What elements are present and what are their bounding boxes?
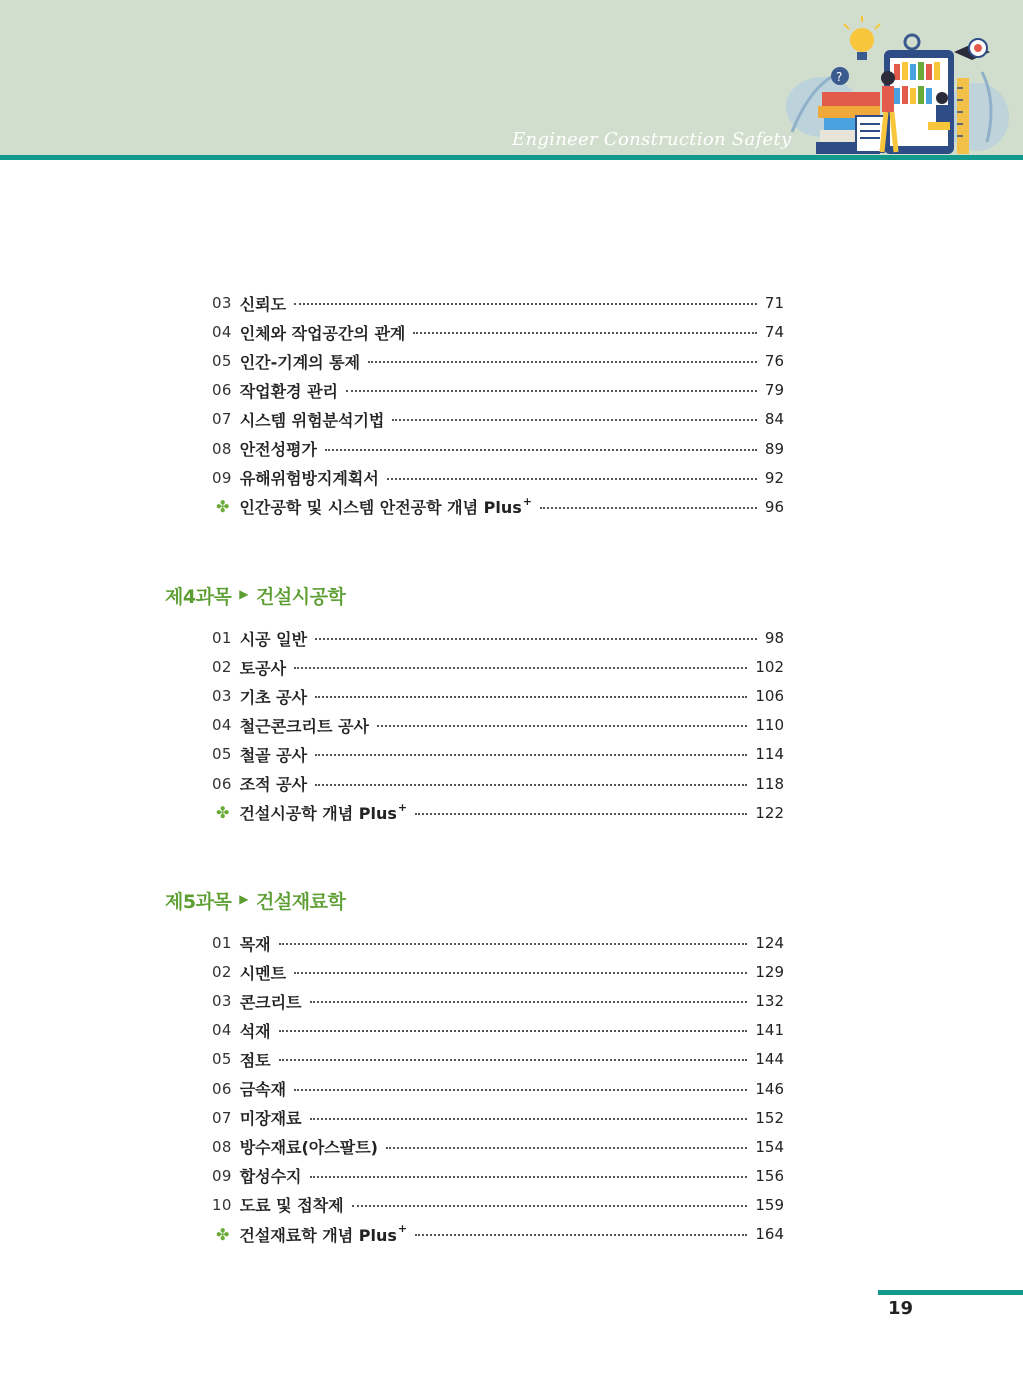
toc-entry[interactable]	[212, 656, 784, 678]
toc-entry-page: 92	[764, 468, 784, 487]
toc-entry-title	[240, 656, 286, 679]
dot-leader	[540, 507, 757, 509]
dot-leader	[279, 1059, 748, 1061]
toc-entry[interactable]	[212, 1223, 784, 1245]
toc-entry-number: 06	[212, 1079, 232, 1098]
toc-entry-title	[240, 350, 360, 373]
toc-entry-title-text: 점토	[239, 1050, 271, 1070]
triangle-right-icon: ▶	[239, 587, 249, 601]
toc-entry-page: 122	[755, 803, 784, 822]
toc-entry-title-text: 신뢰도	[239, 294, 287, 314]
toc-entry-title-text: 콘크리트	[239, 992, 302, 1012]
toc-entry-title-text: 인체와 작업공간의 관계	[239, 323, 406, 343]
section-heading	[165, 582, 345, 608]
plus-superscript: +	[397, 800, 408, 814]
section-heading-label: 제5과목	[165, 890, 232, 913]
toc-entry[interactable]	[212, 627, 784, 649]
toc-entry-page: 102	[755, 658, 784, 677]
toc-entry-title	[240, 379, 338, 402]
toc-entry-page: 84	[764, 410, 784, 429]
toc-entry[interactable]	[212, 773, 784, 795]
dot-leader	[368, 361, 757, 363]
toc-entry-title	[240, 714, 369, 737]
toc-entry-number: 08	[212, 439, 232, 458]
toc-entry-title	[240, 772, 307, 795]
toc-entry[interactable]	[212, 1078, 784, 1100]
header-title: Engineer Construction Safety	[512, 129, 792, 150]
toc-entry[interactable]	[212, 1019, 784, 1041]
toc-entry-page: 124	[755, 934, 784, 952]
section-heading-label: 제4과목	[165, 585, 232, 608]
toc-entry-title	[240, 1077, 286, 1100]
toc-entry-number: 08	[212, 1137, 232, 1156]
toc-entry-title-text: 안전성평가	[239, 440, 317, 459]
dot-leader	[279, 1030, 748, 1032]
dot-leader	[310, 1001, 748, 1003]
toc-entry[interactable]	[212, 1165, 784, 1187]
toc-entry-title-text: 인간공학 및 시스템 안전공학 개념 Plus	[239, 498, 522, 518]
toc-entry-title-text: 건설재료학 개념 Plus	[239, 1225, 397, 1245]
toc-entry[interactable]	[212, 932, 784, 954]
toc-entry[interactable]	[212, 1194, 784, 1216]
dot-leader	[392, 419, 757, 421]
toc-entry[interactable]	[212, 685, 784, 707]
dot-leader	[310, 1118, 748, 1120]
svg-text:?: ?	[836, 70, 843, 84]
toc-entry-page: 118	[755, 774, 784, 793]
clover-bullet-icon: ✤	[216, 803, 230, 823]
toc-entry-number: 09	[212, 468, 232, 487]
dot-leader	[294, 972, 747, 974]
toc-entry-title	[240, 1048, 271, 1071]
section-heading	[165, 887, 345, 913]
toc-entry-title-text: 토공사	[239, 658, 287, 678]
toc-entry-page: 144	[755, 1050, 784, 1069]
toc-entry-number: 02	[212, 658, 232, 677]
dot-leader	[386, 1147, 747, 1149]
toc-entry[interactable]	[212, 743, 784, 765]
toc-entry-number: 03	[212, 687, 232, 706]
toc-entry-number: 06	[212, 774, 232, 793]
toc-entry-page: 110	[755, 716, 784, 735]
toc-entry-title-text: 도료 및 접착제	[239, 1196, 344, 1216]
toc-entry-title-text: 시멘트	[239, 963, 287, 983]
dot-leader	[413, 332, 757, 334]
dot-leader	[315, 696, 747, 698]
toc-entry-title-text: 방수재료(아스팔트)	[239, 1138, 378, 1158]
toc-entry[interactable]	[212, 496, 784, 518]
dot-leader	[352, 1205, 748, 1207]
toc-entry-title	[240, 1019, 271, 1042]
toc-entry-page: 79	[764, 381, 784, 400]
plus-superscript: +	[397, 1222, 408, 1236]
toc-entry-page: 89	[764, 439, 784, 458]
toc-entry[interactable]	[212, 321, 784, 343]
toc-entry-page: 98	[764, 629, 784, 647]
toc-entry[interactable]	[212, 1136, 784, 1158]
toc-entry[interactable]	[212, 408, 784, 430]
toc-entry-title	[240, 321, 406, 344]
clover-bullet-icon: ✤	[216, 497, 230, 517]
toc-entry-number: 10	[212, 1195, 232, 1214]
toc-entry-page: 154	[755, 1137, 784, 1156]
toc-entry-number: 01	[212, 934, 232, 952]
toc-entry-number: 04	[212, 716, 232, 735]
toc-entry-title	[239, 801, 407, 824]
toc-entry-title	[240, 961, 286, 984]
toc-entry-title	[240, 1135, 378, 1158]
toc-entry[interactable]	[212, 1048, 784, 1070]
toc-entry-title-text: 시공 일반	[239, 629, 308, 649]
toc-entry-page: 71	[764, 294, 784, 312]
toc-entry[interactable]	[212, 714, 784, 736]
dot-leader	[294, 667, 747, 669]
dot-leader	[310, 1176, 748, 1178]
toc-entry-title-text: 미장재료	[239, 1109, 302, 1129]
toc-entry[interactable]	[212, 292, 784, 314]
toc-entry-number: 04	[212, 323, 232, 342]
toc-entry-number: 01	[212, 629, 232, 647]
toc-entry-number: 05	[212, 352, 232, 371]
toc-entry-page: 156	[755, 1166, 784, 1185]
toc-entry-title	[240, 990, 302, 1013]
toc-entry-title-text: 철골 공사	[239, 745, 308, 765]
toc-entry-page: 106	[755, 687, 784, 706]
study-books-illustration	[782, 12, 1010, 158]
triangle-right-icon: ▶	[239, 892, 249, 906]
toc-entry-page: 74	[764, 323, 784, 342]
toc-entry-number: 04	[212, 1021, 232, 1040]
toc-entry-page: 152	[755, 1108, 784, 1127]
toc-entry-title-text: 금속재	[239, 1080, 287, 1099]
page-number: 19	[888, 1298, 914, 1319]
toc-entry-title-text: 인간-기계의 통제	[239, 352, 361, 372]
toc-entry-number: 02	[212, 963, 232, 982]
dot-leader	[377, 725, 747, 727]
toc-entry-title	[240, 743, 307, 766]
toc-entry-title	[240, 1193, 344, 1216]
dot-leader	[415, 813, 747, 815]
dot-leader	[346, 390, 757, 392]
toc-entry-title	[240, 1106, 302, 1129]
toc-entry-title-text: 목재	[239, 934, 271, 954]
toc-entry-title	[240, 685, 307, 708]
toc-entry-title-text: 건설시공학 개념 Plus	[239, 804, 397, 824]
toc-entry-title	[240, 466, 379, 489]
toc-entry-title-text: 기초 공사	[239, 687, 308, 707]
toc-entry-page: 129	[755, 963, 784, 982]
toc-entry-title-text: 철근콘크리트 공사	[239, 716, 369, 736]
toc-entry-title	[240, 437, 317, 460]
toc-entry-title	[240, 932, 271, 955]
toc-entry-page: 114	[755, 745, 784, 764]
toc-entry-number: 09	[212, 1166, 232, 1185]
section-heading-subject: 건설재료학	[256, 890, 346, 913]
toc-entry-title	[239, 495, 532, 518]
dot-leader	[415, 1234, 747, 1236]
toc-entry[interactable]	[212, 802, 784, 824]
footer-accent-bar	[878, 1290, 1023, 1295]
toc-entry-title-text: 작업환경 관리	[239, 381, 338, 401]
toc-entry-title	[239, 1223, 407, 1246]
toc-entry-number: 06	[212, 381, 232, 400]
toc-entry-title	[240, 627, 307, 650]
toc-entry-page: 76	[764, 352, 784, 371]
toc-entry-page: 159	[755, 1195, 784, 1214]
toc-entry-page: 141	[755, 1021, 784, 1040]
toc-entry-title-text: 시스템 위험분석기법	[239, 410, 385, 430]
toc-entry-number: 05	[212, 1050, 232, 1069]
toc-entry[interactable]	[212, 350, 784, 372]
toc-entry-title-text: 유해위험방지계획서	[239, 469, 379, 489]
toc-entry-page: 146	[755, 1079, 784, 1098]
toc-entry[interactable]	[212, 467, 784, 489]
toc-entry-title	[240, 408, 385, 431]
dot-leader	[315, 784, 747, 786]
dot-leader	[315, 638, 757, 640]
dot-leader	[279, 943, 748, 945]
toc-entry-page: 164	[755, 1225, 784, 1243]
dot-leader	[294, 1089, 747, 1091]
toc-entry-title	[240, 292, 286, 315]
toc-entry-title-text: 석재	[239, 1021, 271, 1041]
toc-entry-number: 07	[212, 1108, 232, 1127]
toc-entry-title-text: 합성수지	[239, 1167, 302, 1187]
toc-entry-number: 03	[212, 992, 232, 1011]
toc-entry-title	[240, 1164, 302, 1187]
toc-entry[interactable]	[212, 961, 784, 983]
dot-leader	[325, 449, 757, 451]
dot-leader	[294, 303, 757, 305]
plus-superscript: +	[522, 494, 532, 508]
clover-bullet-icon: ✤	[216, 1224, 230, 1244]
toc-entry[interactable]	[212, 1107, 784, 1129]
toc-entry-number: 03	[212, 294, 232, 312]
dot-leader	[315, 754, 747, 756]
toc-entry[interactable]	[212, 990, 784, 1012]
section-heading-subject: 건설시공학	[256, 585, 346, 608]
toc-entry-page: 96	[764, 497, 784, 516]
toc-entry-number: 07	[212, 410, 232, 429]
dot-leader	[387, 478, 757, 480]
toc-entry[interactable]	[212, 379, 784, 401]
toc-entry[interactable]	[212, 438, 784, 460]
toc-entry-page: 132	[755, 992, 784, 1011]
toc-entry-title-text: 조적 공사	[239, 775, 308, 794]
toc-entry-number: 05	[212, 745, 232, 764]
